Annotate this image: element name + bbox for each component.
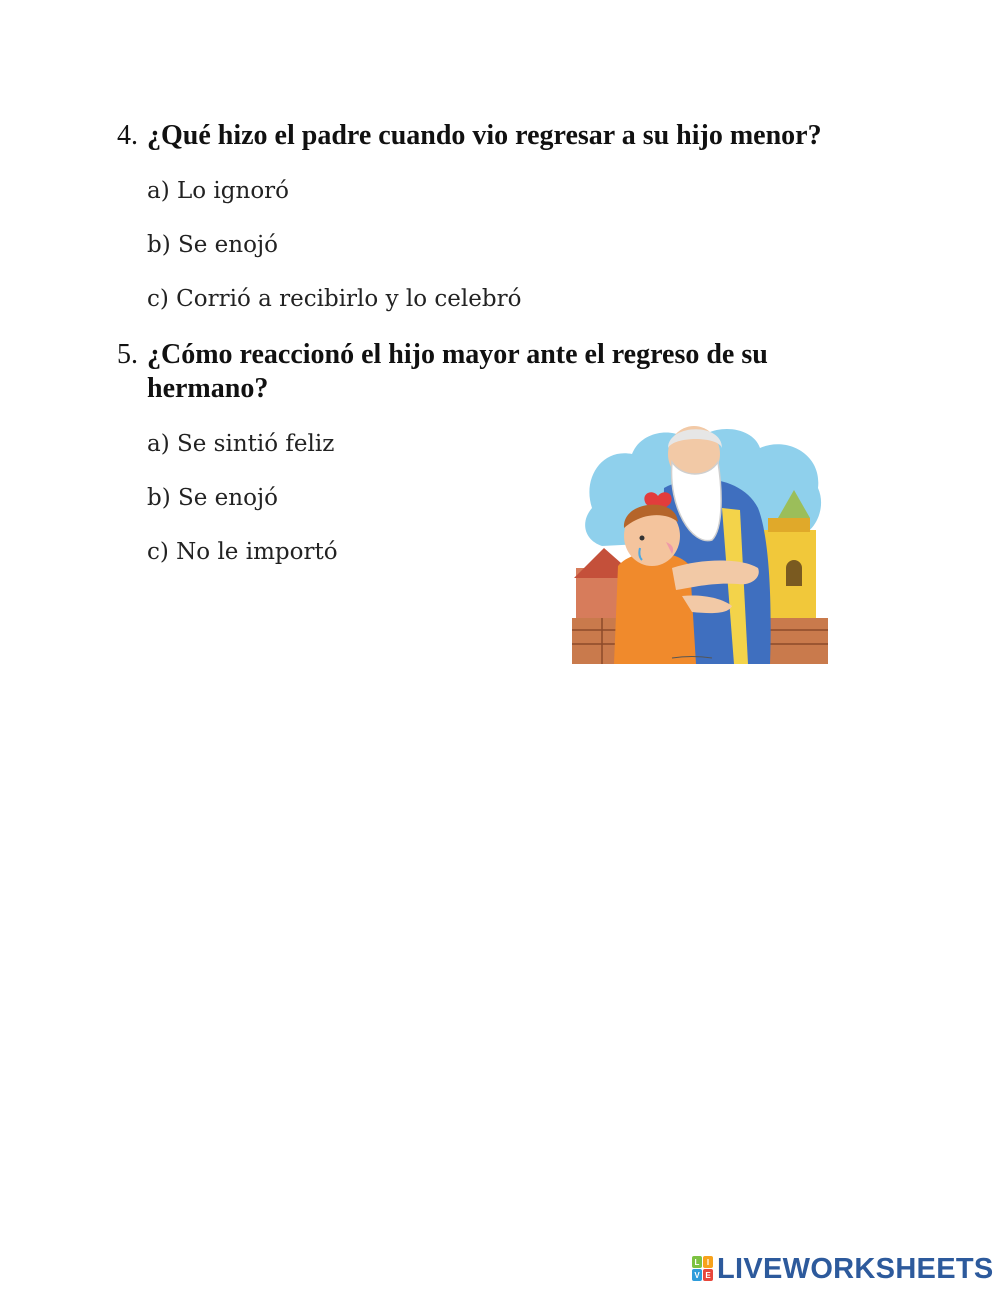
logo-letter: E <box>705 1271 711 1280</box>
question-text-line-2: hermano? <box>147 373 269 404</box>
logo-letter: V <box>694 1271 700 1280</box>
logo-letter: I <box>706 1258 710 1267</box>
option-c[interactable]: c) No le importó <box>147 539 338 565</box>
father-embracing-son-illustration <box>572 418 828 670</box>
question-number: 5. <box>117 339 138 370</box>
question-number: 4. <box>117 120 138 151</box>
option-a[interactable]: a) Se sintió feliz <box>147 431 335 457</box>
question-text: ¿Qué hizo el padre cuando vio regresar a su hijo menor? <box>147 120 822 151</box>
brand-name: LIVEWORKSHEETS <box>717 1252 994 1285</box>
option-b[interactable]: b) Se enojó <box>147 232 278 258</box>
option-c[interactable]: c) Corrió a recibirlo y lo celebró <box>147 286 522 312</box>
option-b[interactable]: b) Se enojó <box>147 485 278 511</box>
question-text-line-1: ¿Cómo reaccionó el hijo mayor ante el regreso de su <box>147 339 768 370</box>
liveworksheets-logo-icon <box>692 1256 714 1282</box>
logo-letter: L <box>694 1258 700 1267</box>
option-a[interactable]: a) Lo ignoró <box>147 178 290 204</box>
liveworksheets-brand[interactable] <box>692 1252 994 1286</box>
